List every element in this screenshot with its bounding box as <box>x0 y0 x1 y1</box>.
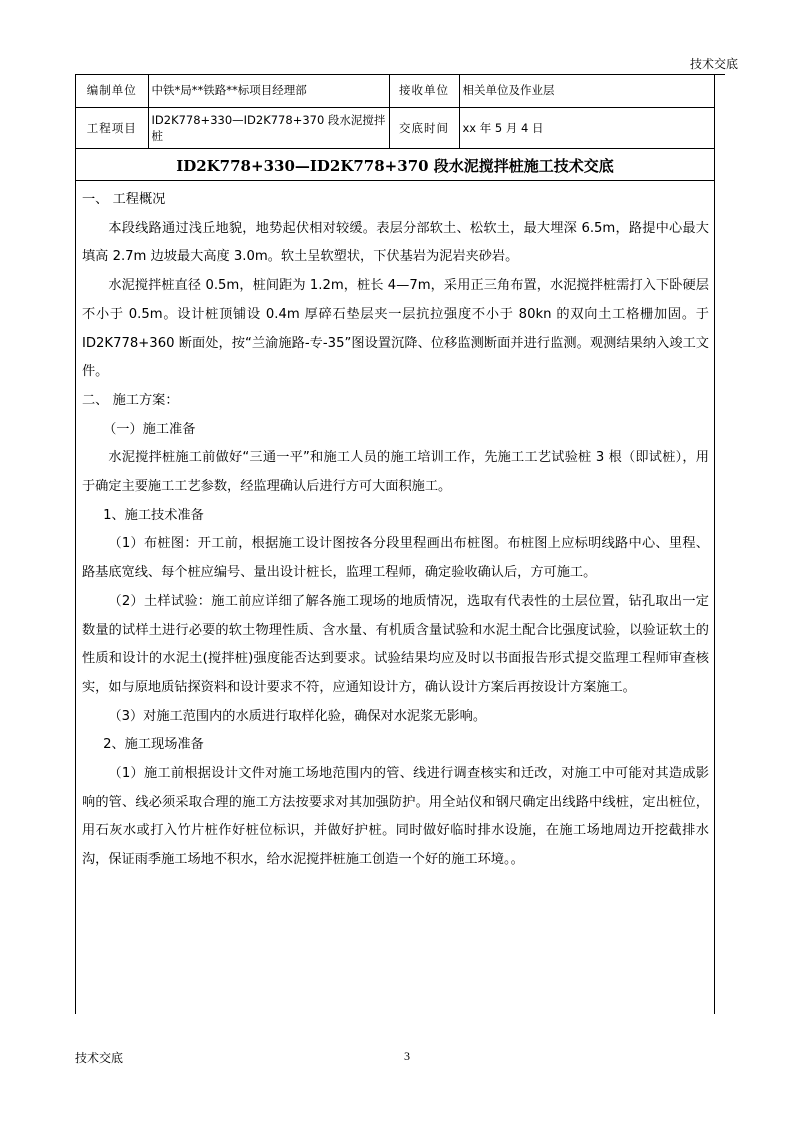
page-header-label: 技术交底 <box>690 57 739 71</box>
footer-label: 技术交底 <box>75 1051 124 1065</box>
receiver-label: 接收单位 <box>389 74 459 107</box>
section-heading: 二、 施工方案： <box>82 392 179 408</box>
subsection-heading: 2、施工现场准备 <box>103 737 204 753</box>
paragraph: 水泥搅拌桩施工前做好“三通一平”和施工人员的施工培训工作，先施工工艺试验桩 3 根（即试桩），用于确定主要施工工艺参数，经监理确认后进行方可大面积施工。 <box>82 450 709 495</box>
paragraph: （2）土样试验：施工前应详细了解各施工现场的地质情况，选取有代表性的土层位置，钻孔取出一定数量的试样土进行必要的软土物理性质、含水量、有机质含量试验和水泥土配合比强度试验，以验证软土的性质和设计的水泥土(搅拌桩)强度能否达到要求。试验结果均应及时以书面报告形式提交监理工程师审查核实，如与原地质钻探资料和设计要求不符，应通知设计方，确认设计方案后再按设计方案施工。 <box>82 593 709 695</box>
project-label: 工程项目 <box>76 107 148 148</box>
section-heading: 一、 工程概况 <box>82 192 166 207</box>
unit-value: 中铁*局**铁路**标项目经理部 <box>148 74 389 107</box>
project-value: ID2K778+330—ID2K778+370 段水泥搅拌桩 <box>148 107 389 148</box>
page-number: 3 <box>404 1049 410 1063</box>
paragraph: （1）施工前根据设计文件对施工场地范围内的管、线进行调查核实和迁改，对施工中可能对其造成影响的管、线必须采取合理的施工方法按要求对其加强防护。用全站仪和钢尺确定出线路中线桩，定出桩位，用石灰水或打入竹片桩作好桩位标识，并做好护桩。同时做好临时排水设施，在施工场地周边开挖截排水沟，保证雨季施工场地不积水，给水泥搅拌桩施工创造一个好的施工环境。。 <box>82 766 709 868</box>
paragraph: （3）对施工范围内的水质进行取样化验，确保对水泥浆无影响。 <box>108 708 487 724</box>
paragraph: 水泥搅拌桩直径 0.5m，桩间距为 1.2m，桩长 4—7m，采用正三角布置，水泥搅拌桩需打入下卧硬层不小于 0.5m。设计桩顶铺设 0.4m 厚碎石垫层夹一层抗拉强度不小于 80kn 的双向土工格栅加固。于 ID2K778+360 断面处，按“兰渝施路-专-35”图设置沉降、位移监测断面并进行监测。观测结果纳入竣工文件。 <box>82 278 709 380</box>
paragraph: 本段线路通过浅丘地貌，地势起伏相对较缓。表层分部软土、松软土，最大埋深 6.5m，路提中心最大填高 2.7m 边坡最大高度 3.0m。软土呈软塑状，下伏基岩为泥岩夹砂岩。 <box>82 220 709 265</box>
unit-label: 编制单位 <box>76 74 148 107</box>
body-text <box>82 186 709 875</box>
paragraph: （1）布桩图：开工前，根据施工设计图按各分段里程画出布桩图。布桩图上应标明线路中心、里程、路基底宽线、每个桩应编号、量出设计桩长，监理工程师，确定验收确认后，方可施工。 <box>82 536 709 581</box>
document-title: ID2K778+330—ID2K778+370 段水泥搅拌桩施工技术交底 <box>176 157 614 175</box>
receiver-value: 相关单位及作业层 <box>459 74 714 107</box>
time-value: xx 年 5 月 4 日 <box>459 107 714 148</box>
meta-row-unit <box>76 74 714 107</box>
meta-row-project <box>76 107 714 148</box>
document-frame <box>75 74 715 1014</box>
meta-table <box>76 74 714 149</box>
subsection-heading: 1、施工技术准备 <box>103 507 204 523</box>
time-label: 交底时间 <box>389 107 459 148</box>
subsection-heading: （一）施工准备 <box>103 421 196 437</box>
title-rule <box>76 180 714 181</box>
